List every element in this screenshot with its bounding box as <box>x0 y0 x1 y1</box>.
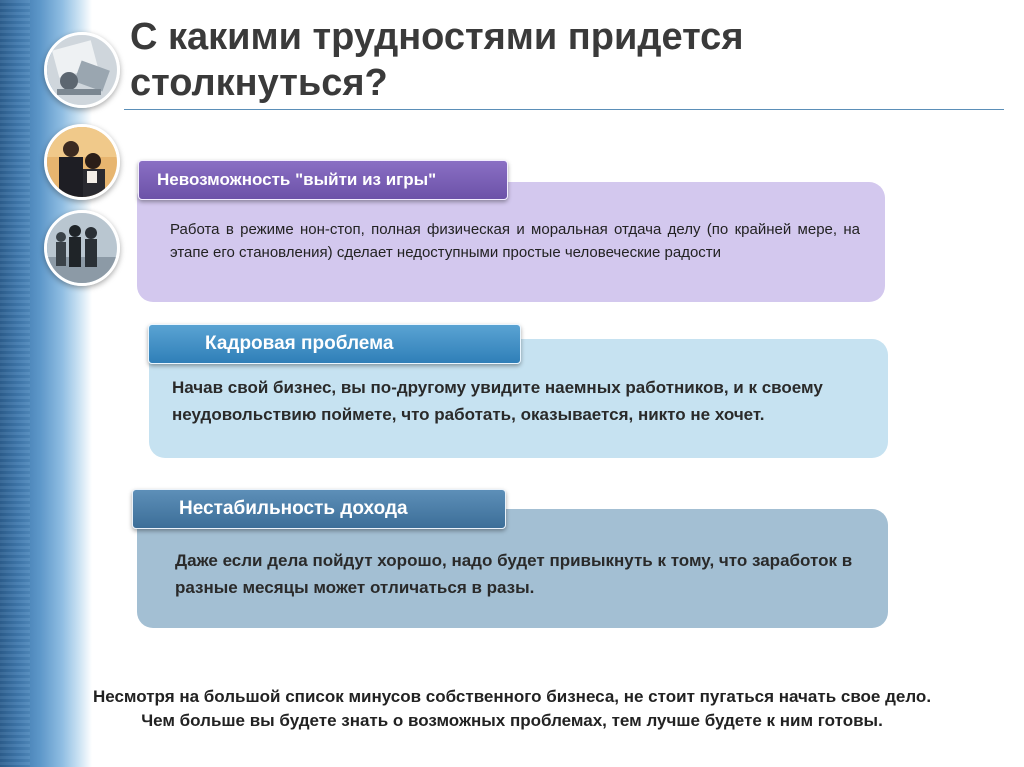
card-heading-staff-problem: Кадровая проблема <box>148 324 521 364</box>
page-title: С какими трудностями придется столкнуться? <box>130 16 744 104</box>
conclusion-line-2: Чем больше вы будете знать о возможных проблемах, тем лучше будете к ним готовы. <box>141 711 883 730</box>
card-text-staff-problem: Начав свой бизнес, вы по-другому увидите наемных работников, и к своему неудовольствию поймете, что работать, оказывается, никто не хочет. <box>172 378 823 424</box>
conclusion-line-1: Несмотря на большой список минусов собственного бизнеса, не стоит пугаться начать свое дело. <box>92 687 932 706</box>
card-text-income-instability: Даже если дела пойдут хорошо, надо будет привыкнуть к тому, что заработок в разные месяцы может отличаться в разы. <box>175 551 853 597</box>
office-items-photo-icon <box>44 32 120 108</box>
card-text-no-exit: Работа в режиме нон-стоп, полная физическая и моральная отдача делу (по крайней мере, на этапе его становления) сделает недоступными простые человеческие радости <box>170 221 860 261</box>
card-heading-income-instability: Нестабильность дохода <box>132 489 506 529</box>
walking-people-photo-icon <box>44 210 120 286</box>
business-people-photo-icon <box>44 124 120 200</box>
card-heading-no-exit: Невозможность "выйти из игры" <box>138 160 508 200</box>
left-decorative-stripe <box>0 0 92 767</box>
title-divider <box>124 109 1004 110</box>
conclusion-text <box>0 685 1024 733</box>
